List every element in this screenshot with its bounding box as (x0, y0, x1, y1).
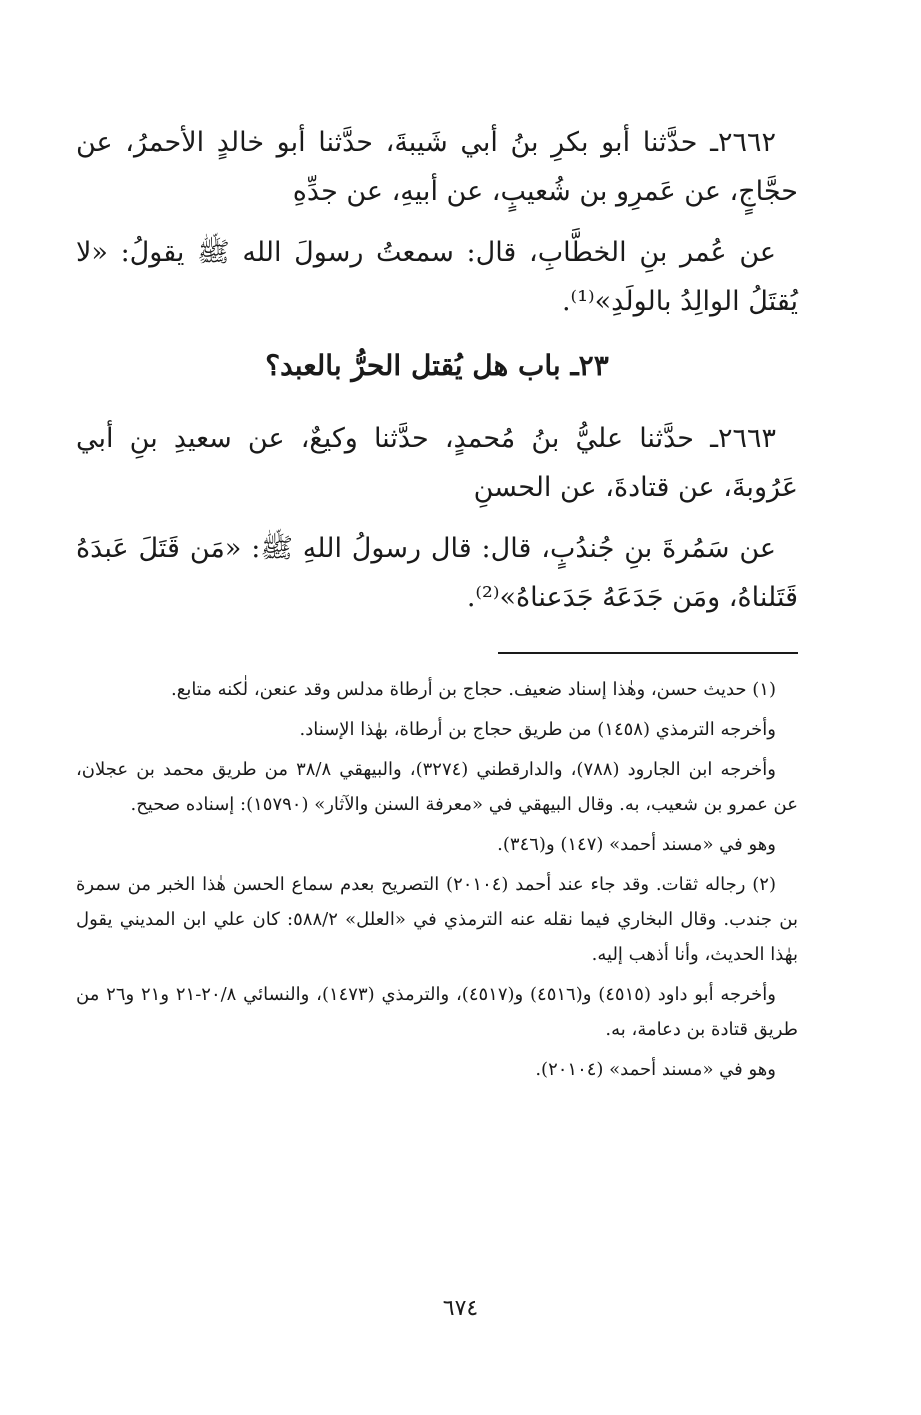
footnotes (76, 672, 798, 1087)
page-number: ٦٧٤ (442, 1296, 479, 1321)
footnote-paragraph: (١) حديث حسن، وهٰذا إسناد ضعيف. حجاج بن أرطاة مدلس وقد عنعن، لٰكنه متابع. (171, 679, 776, 700)
hadith-2663-isnad: ٢٦٦٣ـ حدَّثنا عليُّ بنُ مُحمدٍ، حدَّثنا وكيعٌ، عن سعيدِ بنِ أبي عَرُوبةَ، عن قتادةَ، عن الحسنِ (76, 423, 798, 503)
footnote-paragraph: وأخرجه ابن الجارود (٧٨٨)، والدارقطني (٣٢٧٤)، والبيهقي ٣٨/٨ من طريق محمد بن عجلان، عن عمرو بن شعيب، به. وقال البيهقي في «معرفة السنن والآثار» (١٥٧٩٠): إسناده صحيح. (76, 759, 798, 815)
footnote-paragraph: (٢) رجاله ثقات. وقد جاء عند أحمد (٢٠١٠٤) التصريح بعدم سماع الحسن هٰذا الخبر من سمرة بن جندب. وقال البخاري فيما نقله عنه الترمذي في «العلل» ٥٨٨/٢: كان علي ابن المديني يقول بهٰذا الحديث، وأنا أذهب إليه. (76, 874, 798, 965)
hadith-2663-matn: عن سَمُرةَ بنِ جُندُبٍ، قال: قال رسولُ اللهِ ﷺ: «مَن قَتَلَ عَبدَهُ قَتَلناهُ، ومَن جَدَعَهُ جَدَعناهُ»⁽²⁾. (76, 533, 798, 613)
hadith-2662-matn: عن عُمر بنِ الخطَّابِ، قال: سمعتُ رسولَ الله ﷺ يقولُ: «لا يُقتَلُ الوالِدُ بالولَدِ»⁽¹⁾. (76, 237, 798, 317)
footnote-paragraph: وأخرجه الترمذي (١٤٥٨) من طريق حجاج بن أرطاة، بهٰذا الإسناد. (299, 719, 776, 740)
chapter-title: ٢٣ـ باب هل يُقتل الحرُّ بالعبد؟ (265, 349, 609, 382)
footnote-paragraph: وأخرجه أبو داود (٤٥١٥) و(٤٥١٦) و(٤٥١٧)، والترمذي (١٤٧٣)، والنسائي ٢٠/٨-٢١ و٢١ و٢٦ من طريق قتادة بن دعامة، به. (76, 984, 798, 1040)
page-body (76, 118, 798, 1092)
footnote-paragraph: وهو في «مسند أحمد» (١٤٧) و(٣٤٦). (497, 834, 776, 855)
footnote-divider (498, 652, 798, 654)
footnote-paragraph: وهو في «مسند أحمد» (٢٠١٠٤). (535, 1059, 776, 1080)
hadith-2662-isnad: ٢٦٦٢ـ حدَّثنا أبو بكرِ بنُ أبي شَيبةَ، حدَّثنا أبو خالدٍ الأحمرُ، عن حجَّاجٍ، عن عَمرِو بن شُعيبٍ، عن أبيهِ، عن جدِّهِ (76, 127, 798, 207)
